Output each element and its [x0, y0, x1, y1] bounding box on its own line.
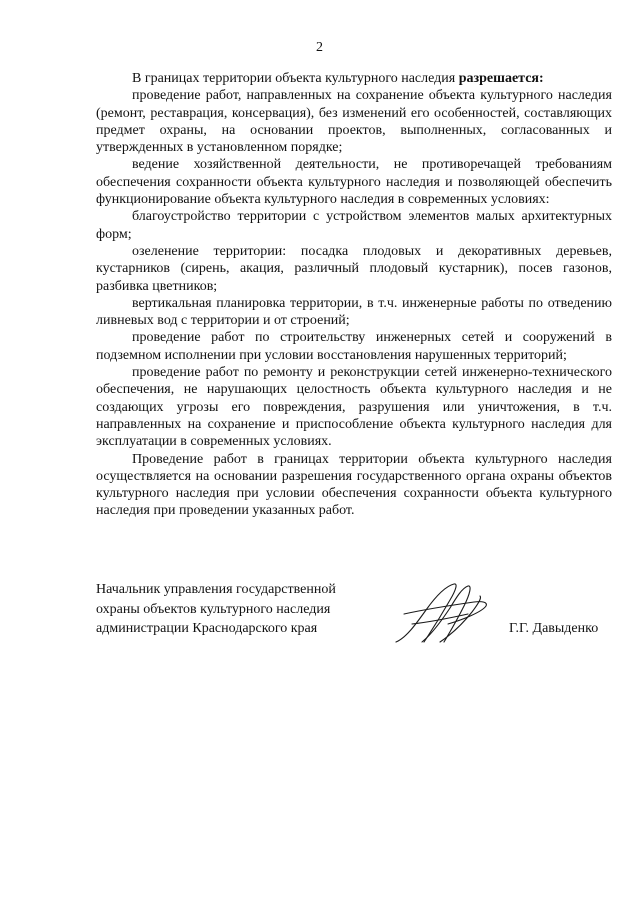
intro-lead: В границах территории объекта культурного наследия	[132, 71, 456, 86]
paragraph-network-repair: проведение работ по ремонту и реконструкции сетей инженерно-технического обеспечения, не нарушающих целостность объекта культурного наследия и не создающих угрозы его повреждения, разрушения или уничтожения, в т.ч. направленных на сохранение и приспособление объекта культурного наследия для эксплуатации в современных условиях.	[96, 365, 612, 450]
intro-paragraph	[96, 70, 612, 87]
signature-block	[96, 580, 616, 660]
intro-emphasis: разрешается:	[458, 71, 544, 86]
signatory-name: Г.Г. Давыденко	[509, 621, 599, 636]
paragraph-vertical-planning: вертикальная планировка территории, в т.ч. инженерные работы по отведению ливневых вод с территории и от строений;	[96, 295, 612, 329]
paragraph-permission-conditions: Проведение работ в границах территории объекта культурного наследия осуществляется на основании разрешения государственного органа охраны объектов культурного наследия при условии обеспечения сохранности объекта культурного наследия при проведении указанных работ.	[96, 451, 612, 519]
signatory-position-line: охраны объектов культурного наследия	[96, 601, 331, 617]
signatory-position-line: Начальник управления государственной	[96, 582, 336, 597]
page-number: 2	[316, 40, 323, 55]
paragraph-conservation-works: проведение работ, направленных на сохранение объекта культурного наследия (ремонт, реставрация, консервация), без изменений его особенностей, составляющих предмет охраны, на основании проектов, выполненных, согласованных и утвержденных в установленном порядке;	[96, 88, 612, 156]
paragraph-greening: озеленение территории: посадка плодовых и декоративных деревьев, кустарников (сирень, акация, различный плодовый кустарник), посев газонов, разбивка цветников;	[96, 243, 612, 294]
paragraph-underground-networks: проведение работ по строительству инженерных сетей и сооружений в подземном исполнении при условии восстановления нарушенных территорий;	[96, 330, 612, 363]
signatory-position-line: администрации Краснодарского края	[96, 621, 318, 636]
paragraph-landscaping: благоустройство территории с устройством элементов малых архитектурных форм;	[96, 209, 612, 242]
signatory-position	[96, 580, 356, 639]
document-body	[96, 70, 612, 520]
handwritten-signature	[392, 580, 492, 650]
paragraph-economic-activity: ведение хозяйственной деятельности, не противоречащей требованиям обеспечения сохранности объекта культурного наследия и позволяющей обеспечить функционирование объекта культурного наследия в современных условиях:	[96, 157, 612, 208]
